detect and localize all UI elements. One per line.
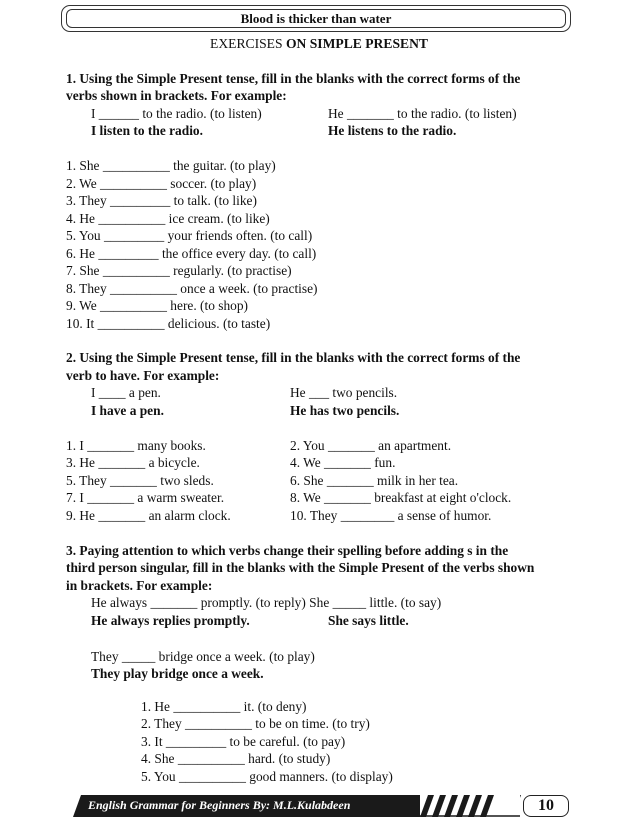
exercise-item: 1. She __________ the guitar. (to play) — [66, 158, 276, 173]
exercise-item: 6. He _________ the office every day. (to call) — [66, 246, 317, 261]
section3-instruction-line2: third person singular, fill in the blanks with the Simple Present of the verbs shown — [66, 560, 535, 575]
section1-instruction-line1: 1. Using the Simple Present tense, fill in the blanks with the correct forms of the — [66, 71, 521, 86]
exercise-item: 5. You _________ your friends often. (to call) — [66, 228, 313, 243]
section3-example1-question: He always _______ promptly. (to reply) She _____ little. (to say) — [91, 595, 442, 610]
section3-instruction-line3: in brackets. For example: — [66, 578, 213, 593]
section1-example-right-question: He _______ to the radio. (to listen) — [328, 106, 517, 121]
section3-example2-answer: They play bridge once a week. — [91, 666, 264, 681]
exercise-item: 3. They _________ to talk. (to like) — [66, 193, 257, 208]
exercise-item: 10. They ________ a sense of humor. — [290, 508, 492, 523]
exercise-item: 3. He _______ a bicycle. — [66, 455, 200, 470]
exercise-item: 9. He _______ an alarm clock. — [66, 508, 231, 523]
footer-credit: English Grammar for Beginners By: M.L.Kulabdeen — [88, 798, 351, 812]
section2-example-left-question: I ____ a pen. — [91, 385, 161, 400]
subtitle-bold: ON SIMPLE PRESENT — [285, 36, 428, 51]
exercise-item: 8. We _______ breakfast at eight o'clock. — [290, 490, 512, 505]
exercise-item: 2. You _______ an apartment. — [290, 438, 452, 453]
section3-example1-answer-left: He always replies promptly. — [91, 613, 250, 628]
section2-instruction-line2: verb to have. For example: — [66, 368, 220, 383]
subtitle-plain: EXERCISES — [210, 36, 286, 51]
exercise-item: 4. She __________ hard. (to study) — [141, 751, 331, 766]
exercise-item: 7. I _______ a warm sweater. — [66, 490, 225, 505]
exercise-item: 5. You __________ good manners. (to display) — [141, 769, 393, 784]
exercise-item: 1. He __________ it. (to deny) — [141, 699, 307, 714]
section3-example1-answer-right: She says little. — [328, 613, 409, 628]
section3-instruction-line1: 3. Paying attention to which verbs change their spelling before adding s in the — [66, 543, 509, 558]
section2-instruction-line1: 2. Using the Simple Present tense, fill in the blanks with the correct forms of the — [66, 350, 521, 365]
exercise-item: 10. It __________ delicious. (to taste) — [66, 316, 271, 331]
section3-example2-question: They _____ bridge once a week. (to play) — [91, 649, 315, 664]
exercise-item: 2. We __________ soccer. (to play) — [66, 176, 257, 191]
page-subtitle — [0, 35, 638, 52]
section1-example-left-question: I ______ to the radio. (to listen) — [91, 106, 262, 121]
section2-example-right-answer: He has two pencils. — [290, 403, 400, 418]
exercise-item: 5. They _______ two sleds. — [66, 473, 214, 488]
exercise-item: 3. It _________ to be careful. (to pay) — [141, 734, 346, 749]
exercise-item: 9. We __________ here. (to shop) — [66, 298, 249, 313]
exercise-item: 4. He __________ ice cream. (to like) — [66, 211, 270, 226]
exercise-item: 7. She __________ regularly. (to practise) — [66, 263, 292, 278]
section2-example-right-question: He ___ two pencils. — [290, 385, 398, 400]
page-number: 10 — [523, 795, 569, 817]
exercise-item: 8. They __________ once a week. (to practise) — [66, 281, 318, 296]
section1-example-right-answer: He listens to the radio. — [328, 123, 457, 138]
exercise-item: 6. She _______ milk in her tea. — [290, 473, 459, 488]
exercise-item: 4. We _______ fun. — [290, 455, 396, 470]
footer-stripes-decoration — [420, 795, 520, 817]
section1-instruction-line2: verbs shown in brackets. For example: — [66, 88, 287, 103]
exercise-item: 1. I _______ many books. — [66, 438, 206, 453]
header-title: Blood is thicker than water — [66, 9, 566, 28]
section2-example-left-answer: I have a pen. — [91, 403, 164, 418]
section1-example-left-answer: I listen to the radio. — [91, 123, 203, 138]
exercise-item: 2. They __________ to be on time. (to try) — [141, 716, 370, 731]
